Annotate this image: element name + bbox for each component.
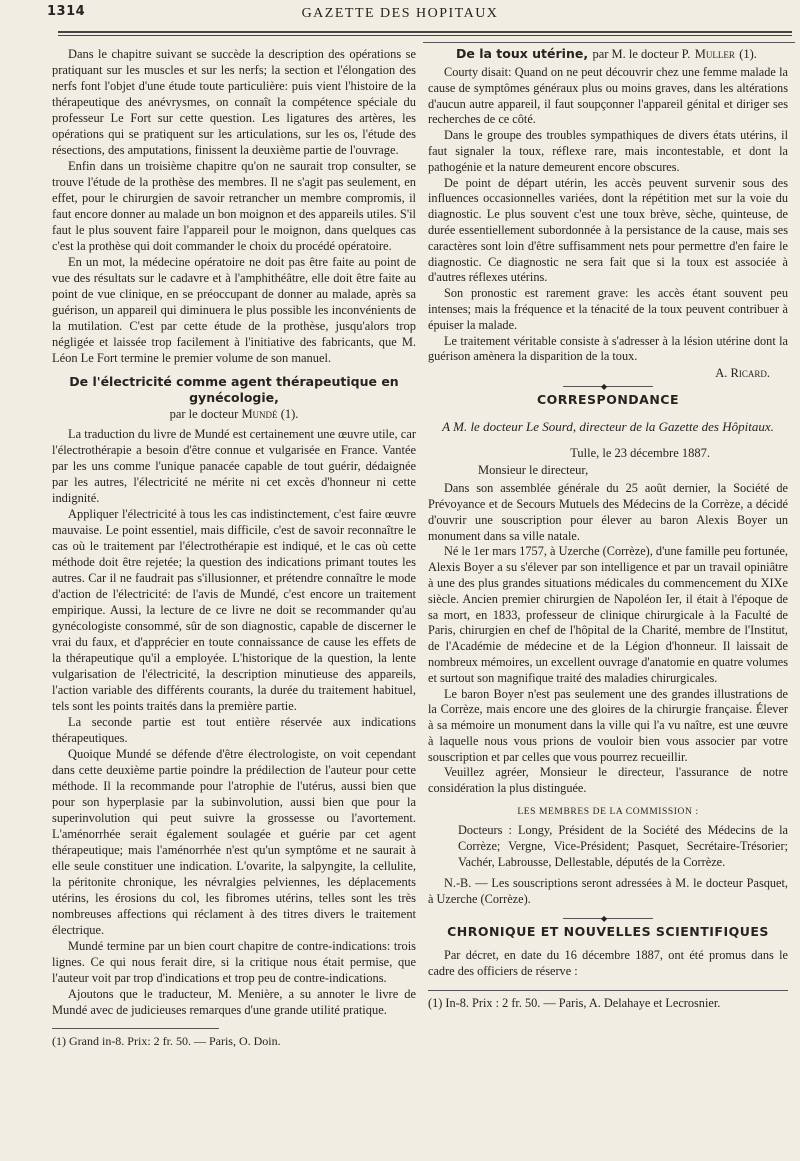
header-rule bbox=[58, 31, 792, 36]
toux-title-prefix: par M. le docteur P. bbox=[592, 47, 691, 61]
chronique-heading: CHRONIQUE ET NOUVELLES SCIENTIFIQUES bbox=[447, 924, 769, 940]
toux-title-bold: De la toux utérine, bbox=[456, 46, 589, 61]
left-paragraph-7: Quoique Mundé se défende d'être électrologiste, on voit cependant dans cette deuxième partie poindre la prédilection de l'auteur pour cette méthode. Il la recommande pour l'atrophie de l'utérus, aussi bien que pour son hyperplasie par la subinvolution, aussi bien que pour la superinvolution qui peut suivre la grossesse ou l'avortement. L'aménorrhée serait également soulagée et guérie par cet agent thérapeutique; mais l'aménorrhée n'est qu'un symptôme et ne saurait à elle seule constituer une indication. L'ovarite, la salpyngite, la cellulite, la péritonite chronique, les névralgies pelviennes, les déplacements utérins, les érosions du col, les fibromes utérins, telles sont les très nombreuses affections qui réclament à des titres divers le traitement électrique. bbox=[52, 747, 416, 937]
page-number: 1314 bbox=[47, 4, 86, 19]
letter-paragraph-3: Le baron Boyer n'est pas seulement une des grandes illustrations de la Corrèze, mais encore une des gloires de la chirurgie française. Élever à sa mémoire un monument dans la ville qui l'a vu naître, est une œuvre à laquelle nous vous prions de vouloir bien vous associer par votre souscription et par celles que vous pourrez recueillir. bbox=[428, 686, 788, 764]
letter-paragraph-2: Né le 1er mars 1757, à Uzerche (Corrèze), d'une famille peu fortunée, Alexis Boyer a su s'élever par son intelligence et par un travail opiniâtre à une des plus grandes situations médicales du commencement du XIXe siècle. Ancien premier chirurgien de Napoléon Ier, il était à l'époque de sa mort, en 1833, professeur de clinique chirurgicale à la Faculté de Paris, chirurgien en chef de l'hôpital de la Charité, membre de l'Institut, de l'Académie de médecine et de la Légion d'honneur. Il laissait de nombreux mémoires, un excellent ouvrage d'anatomie en quatre volumes et surtout son magnifique traité des maladies chirurgicales. bbox=[428, 544, 788, 685]
left-column bbox=[52, 46, 416, 1049]
right-column bbox=[428, 46, 788, 1011]
right-paragraph-3: De point de départ utérin, les accès peuvent survenir sous des influences occasionnelles variées, dont la répétition met sur la voie du diagnostic. Le plus souvent c'est une toux brève, sèche, quinteuse, de durée essentiellement subordonnée à la persistance de la cause, mais ses caractères sont loin d'être suffisamment nets pour permettre d'en faire le diagnostic. Ce diagnostic ne sera fait que si la toux est associée à d'autres réflexes utérins. bbox=[428, 175, 788, 285]
commission-title: LES MEMBRES DE LA COMMISSION : bbox=[517, 807, 699, 818]
left-paragraph-1: Dans le chapitre suivant se succède la description des opérations se pratiquant sur les muscles et sur les nerfs; la section et l'élongation des nerfs font l'objet d'une étude toute particulière: puis vient l'histoire de la thérapeutique des anévrysmes, on connaît la compétence spéciale du professeur Le Fort sur cette question. Les ligatures des artères, les opérations qui se pratiquent sur les articulations, sur les os, l'étude des résections, des amputations, finissent la deuxième partie de l'ouvrage. bbox=[52, 47, 416, 157]
author-footnote-ref: (1). bbox=[280, 407, 299, 421]
left-paragraph-5: Appliquer l'électricité à tous les cas indistinctement, c'est faire œuvre mauvaise. Le point essentiel, mais difficile, c'est de savoir reconnaître le cas où le traitement par l'électrothérapie est indiqué, et le cas où cette méthode doit être rejetée; la question des indications primant toutes les autres. Car il ne faudrait pas s'illusionner, et prétendre connaître le mode d'action de l'électricité: de l'avis de Mundé, c'est encore un traitement empirique. Aussi, la lecture de ce livre ne doit se recommander qu'au gynécologiste consommé, sûr de son diagnostic, capable de discerner le vrai du faux, et d'apprécier en toute connaissance de cause les effets de la thérapeutique qu'il a employée. L'historique de la question, la lente vulgarisation de l'électricité, la description minutieuse des appareils, l'action variable des différents courants, la durée du traitement habituel, tels sont les points traités dans la première partie. bbox=[52, 507, 416, 713]
journal-title: GAZETTE DES HOPITAUX bbox=[301, 6, 499, 21]
right-paragraph-1: Courty disait: Quand on ne peut découvrir chez une femme malade la cause de symptômes généraux plus ou moins graves, dans les altérations d'aucun autre appareil, il faut soupçonner l'appareil génital et diriger ses recherches de ce côté. bbox=[428, 65, 788, 127]
section-author bbox=[52, 406, 416, 422]
letter-date: Tulle, le 23 décembre 1887. bbox=[570, 446, 710, 461]
left-paragraph-9: Ajoutons que le traducteur, M. Menière, a su annoter le livre de Mundé avec de judicieuses remarques d'une grande utilité pratique. bbox=[52, 987, 416, 1017]
author-name: Mundé bbox=[241, 407, 278, 421]
right-paragraph-2: Dans le groupe des troubles sympathiques de divers états utérins, il faut signaler la toux, réflexe rare, mais incontestable, et dont la pathogénie et la nature demeurent encore obscures. bbox=[428, 128, 788, 174]
letter-paragraph-4: Veuillez agréer, Monsieur le directeur, l'assurance de notre considération la plus distinguée. bbox=[428, 765, 788, 796]
left-paragraph-6: La seconde partie est tout entière réservée aux indications thérapeutiques. bbox=[52, 715, 416, 745]
right-footnote: (1) In-8. Prix : 2 fr. 50. — Paris, A. Delahaye et Lecrosnier. bbox=[428, 995, 721, 1010]
toux-footnote-ref: (1). bbox=[739, 47, 757, 61]
left-footnote: (1) Grand in-8. Prix: 2 fr. 50. — Paris, O. Doin. bbox=[52, 1034, 281, 1048]
chronique-paragraph-1: Par décret, en date du 16 décembre 1887, ont été promus dans le cadre des officiers de réserve : bbox=[428, 948, 788, 978]
signature: A. Ricard. bbox=[715, 366, 770, 381]
page-header bbox=[0, 0, 800, 34]
divider-ornament-2: ◆ bbox=[601, 914, 608, 924]
commission-members: Docteurs : Longy, Président de la Société des Médecins de la Corrèze; Vergne, Vice-Président; Pasquet, Secrétaire-Trésorier; Vachér, Labrousse, Dellestable, députés de la Corrèze. bbox=[458, 823, 788, 869]
letter-addressee: A M. le docteur Le Sourd, directeur de la Gazette des Hôpitaux. bbox=[442, 419, 774, 435]
divider-ornament: ◆ bbox=[601, 382, 608, 392]
section-divider-2 bbox=[563, 914, 653, 924]
left-paragraph-4: La traduction du livre de Mundé est certainement une œuvre utile, car l'électrothérapie a besoin d'être connue et vulgarisée en France. Vantée par les uns comme l'unique panacée capable de tout guérir, dédaignée par les autres, l'électricité ne mérite ni cet excès d'honneur ni cette indignité. bbox=[52, 427, 416, 505]
toux-author-name: Muller bbox=[694, 47, 735, 61]
left-footnote-rule bbox=[52, 1028, 219, 1029]
right-paragraph-5: Le traitement véritable consiste à s'adresser à la lésion utérine dont la guérison amènera la disparition de la toux. bbox=[428, 333, 788, 364]
correspondance-heading: CORRESPONDANCE bbox=[536, 392, 680, 408]
section-divider bbox=[563, 382, 653, 392]
section-title-electricite: De l'électricité comme agent thérapeutique en gynécologie, bbox=[69, 374, 399, 405]
right-footnote-rule bbox=[428, 990, 788, 991]
left-paragraph-3: En un mot, la médecine opératoire ne doit pas être faite au point de vue des résultats sur le cadavre et à l'amphithéâtre, elle doit être faite au point de vue clinique, en se préoccupant de donner au malade, après sa guérison, un appareil qui diminuera le plus possible les inconvénients de la mutilation. C'est par cette étude de la prothèse, jusqu'alors trop négligée et laissée trop facilement à l'initiative des fabricants, que M. Léon Le Fort termine le premier volume de son manuel. bbox=[52, 255, 416, 365]
letter-salutation: Monsieur le directeur, bbox=[478, 463, 589, 478]
author-prefix: par le docteur bbox=[169, 407, 239, 421]
left-paragraph-8: Mundé termine par un bien court chapitre de contre-indications: trois lignes. Ce qui nous ferait dire, si la critique nous était permise, que l'auteur voit par trop d'indications et trop peu de contre-indications. bbox=[52, 939, 416, 985]
letter-nb: N.-B. — Les souscriptions seront adressées à M. le docteur Pasquet, à Uzerche (Corrèze). bbox=[428, 876, 788, 907]
section-title-toux bbox=[428, 46, 788, 62]
left-paragraph-2: Enfin dans un troisième chapitre qu'on ne saurait trop consulter, se trouve l'étude de la prothèse des membres. Il ne s'agit pas seulement, en effet, pour le chirurgien de savoir retrancher un membre compromis, il faut encore donner au malade un bon moignon et des appareils utiles. S'il faut le plus souvent faire l'appareil pour le moignon, dans quelques cas c'est la prothèse qui doit commander le choix du procédé opératoire. bbox=[52, 159, 416, 253]
right-column-top-rule bbox=[423, 42, 795, 43]
letter-paragraph-1: Dans son assemblée générale du 25 août dernier, la Société de Prévoyance et de Secours Mutuels des Médecins de la Corrèze, a décidé d'ouvrir une souscription pour élever au baron Alexis Boyer un monument dans sa ville natale. bbox=[428, 481, 788, 543]
right-paragraph-4: Son pronostic est rarement grave: les accès étant souvent peu intenses; mais la fréquence et la ténacité de la toux peuvent contribuer à épuiser la malade. bbox=[428, 286, 788, 332]
